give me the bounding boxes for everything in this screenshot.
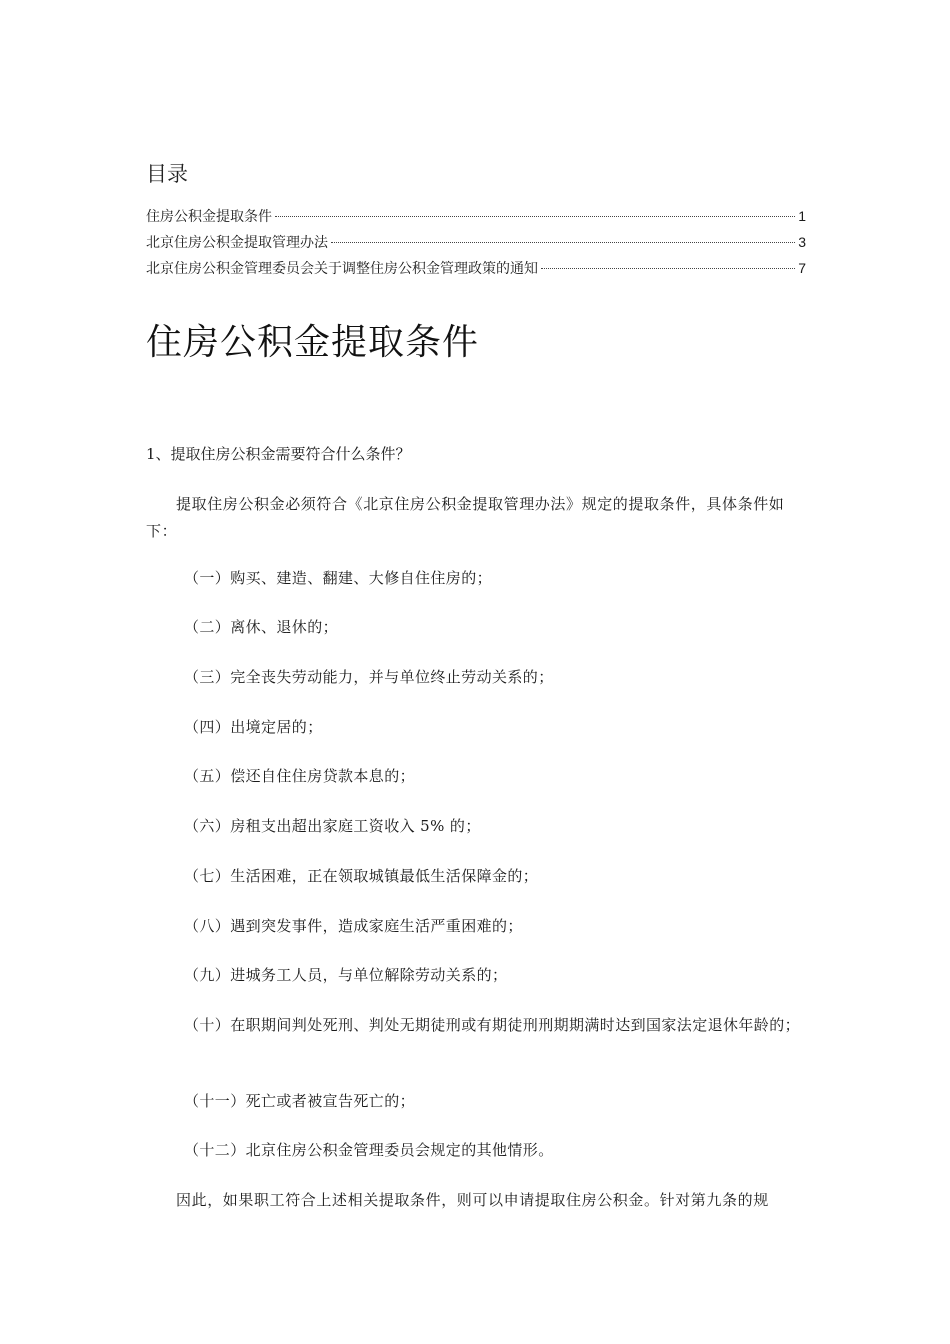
toc-entry-title: 北京住房公积金提取管理办法 xyxy=(146,235,328,251)
toc-entry[interactable] xyxy=(146,206,806,232)
condition-item: （六）房租支出超出家庭工资收入 5% 的； xyxy=(184,817,481,835)
condition-item: （七）生活困难，正在领取城镇最低生活保障金的； xyxy=(184,867,539,885)
condition-item: （九）进城务工人员，与单位解除劳动关系的； xyxy=(184,966,508,984)
toc-entry-page: 7 xyxy=(798,260,806,276)
condition-item: （一）购买、建造、翻建、大修自住住房的； xyxy=(184,569,493,587)
table-of-contents xyxy=(146,206,806,284)
condition-item: （十二）北京住房公积金管理委员会规定的其他情形。 xyxy=(184,1141,554,1159)
toc-entry[interactable] xyxy=(146,258,806,284)
condition-item: （十）在职期间判处死刑、判处无期徒刑或有期徒刑刑期期满时达到国家法定退休年龄的； xyxy=(184,1016,801,1034)
document-title: 住房公积金提取条件 xyxy=(146,322,480,363)
toc-entry-page: 3 xyxy=(798,234,806,250)
toc-dot-leader xyxy=(331,242,795,243)
intro-paragraph: 提取住房公积金必须符合《北京住房公积金提取管理办法》规定的提取条件，具体条件如下： xyxy=(146,495,785,540)
condition-item: （四）出境定居的； xyxy=(184,718,323,736)
question-heading: 1、提取住房公积金需要符合什么条件？ xyxy=(146,445,411,463)
condition-item: （五）偿还自住住房贷款本息的； xyxy=(184,767,416,785)
toc-heading: 目录 xyxy=(146,162,188,186)
toc-entry[interactable] xyxy=(146,232,806,258)
condition-item: （八）遇到突发事件，造成家庭生活严重困难的； xyxy=(184,917,523,935)
condition-item: （十一）死亡或者被宣告死亡的； xyxy=(184,1092,416,1110)
toc-dot-leader xyxy=(275,216,795,217)
toc-entry-title: 北京住房公积金管理委员会关于调整住房公积金管理政策的通知 xyxy=(146,261,538,277)
condition-item: （三）完全丧失劳动能力，并与单位终止劳动关系的； xyxy=(184,668,554,686)
toc-entry-title: 住房公积金提取条件 xyxy=(146,209,272,225)
condition-item: （二）离休、退休的； xyxy=(184,618,339,636)
toc-entry-page: 1 xyxy=(798,208,806,224)
toc-dot-leader xyxy=(541,268,795,269)
closing-paragraph: 因此，如果职工符合上述相关提取条件，则可以申请提取住房公积金。针对第九条的规 xyxy=(176,1191,769,1209)
